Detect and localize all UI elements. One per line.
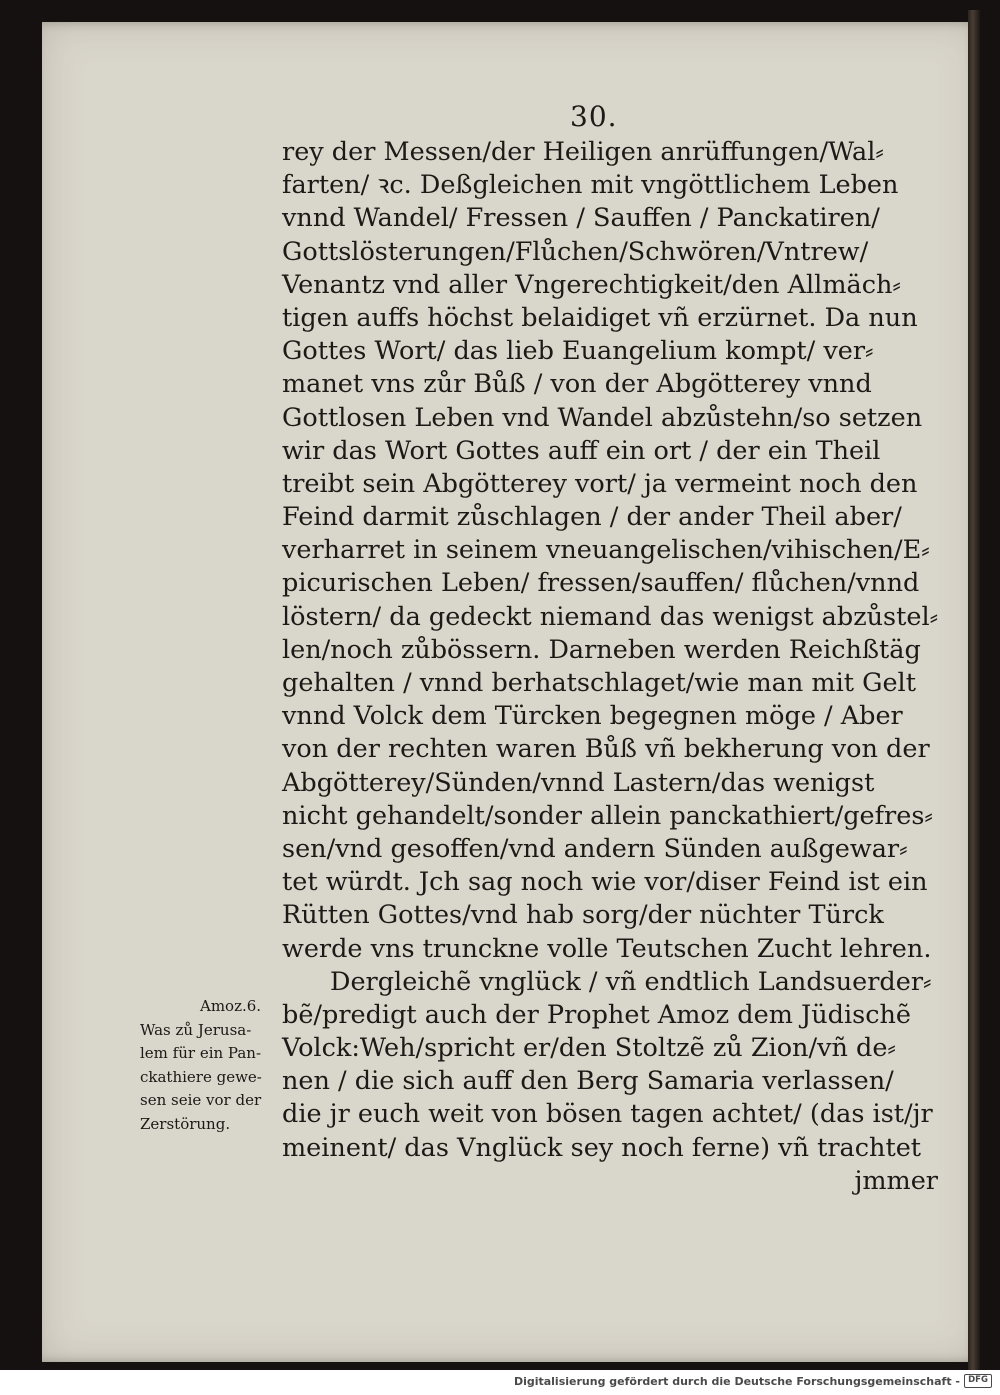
page-edge — [968, 10, 980, 1375]
text-line: wir das Wort Gottes auff ein ort / der ein Theil — [282, 435, 881, 466]
text-line: tigen auffs höchst belaidiget vñ erzürnet. Da nun — [282, 302, 918, 333]
text-line: Dergleichẽ vnglück / vñ endtlich Landsuerder⸗ — [330, 966, 932, 997]
dfg-logo-icon: DFG — [964, 1374, 992, 1388]
main-text-block — [282, 136, 942, 1198]
text-line: nen / die sich auff den Berg Samaria verlassen/ — [282, 1066, 894, 1097]
text-line: von der rechten waren Bůß vñ bekherung von der — [282, 734, 930, 765]
text-line: Feind darmit zůschlagen / der ander Theil aber/ — [282, 502, 902, 533]
text-line: gehalten / vnnd berhatschlaget/wie man mit Gelt — [282, 668, 916, 698]
text-line: Gottlosen Leben vnd Wandel abzůstehn/so setzen — [282, 402, 923, 433]
text-line: Gottes Wort/ das lieb Euangelium kompt/ ver⸗ — [282, 336, 874, 367]
text-line: rey der Messen/der Heiligen anrüffungen/Wal⸗ — [282, 137, 884, 167]
text-line: Gottslösterungen/Flůchen/Schwören/Vntrew/ — [282, 236, 869, 267]
text-line: löstern/ da gedeckt niemand das wenigst abzůstel⸗ — [282, 601, 939, 632]
marginal-reference: Amoz.6. — [200, 997, 262, 1015]
text-line: verharret in seinem vneuangelischen/vihischen/E⸗ — [282, 535, 930, 566]
text-line: Rütten Gottes/vnd hab sorg/der nüchter Türck — [282, 900, 884, 931]
marginal-note-line: lem für ein Pan- — [140, 1044, 262, 1062]
text-line: manet vns zůr Bůß / von der Abgötterey vnnd — [282, 369, 872, 400]
marginal-note-line: ckathiere gewe- — [140, 1067, 262, 1086]
text-line: Venantz vnd aller Vngerechtigkeit/den Allmäch⸗ — [282, 269, 901, 300]
catchword: jmmer — [854, 1165, 938, 1196]
text-line: Abgötterey/Sünden/vnnd Lastern/das wenigst — [282, 767, 875, 798]
text-line: vnnd Volck dem Türcken begegnen möge / Aber — [282, 701, 903, 732]
text-line: meinent/ das Vnglück sey noch ferne) vñ trachtet — [282, 1132, 922, 1163]
text-line: werde vns trunckne volle Teutschen Zucht lehren. — [282, 933, 932, 964]
marginal-note-line: sen seie vor der — [140, 1091, 262, 1109]
text-line: farten/ ꝛc. Deßgleichen mit vngöttlichem Leben — [282, 170, 899, 201]
marginal-note-line: Was zů Jerusa- — [140, 1020, 252, 1039]
marginal-note-line: Zerstörung. — [140, 1114, 231, 1133]
text-line: die jr euch weit von bösen tagen achtet/ (das ist/jr — [282, 1099, 933, 1130]
footer-credit: Digitalisierung gefördert durch die Deutsche Forschungsgemeinschaft - — [513, 1375, 960, 1388]
text-line: bẽ/predigt auch der Prophet Amoz dem Jüdischẽ — [282, 999, 911, 1030]
text-line: len/noch zůbössern. Darneben werden Reichßtäg — [282, 634, 921, 665]
text-line: Volck:Weh/spricht er/den Stoltzẽ zů Zion/vñ de⸗ — [282, 1033, 896, 1064]
text-line: treibt sein Abgötterey vort/ ja vermeint noch den — [282, 468, 918, 499]
marginal-note — [140, 995, 300, 1136]
text-line: vnnd Wandel/ Fressen / Sauffen / Panckatiren/ — [282, 203, 880, 234]
text-line: picurischen Leben/ fressen/sauffen/ flůchen/vnnd — [282, 568, 920, 599]
text-line: sen/vnd gesoffen/vnd andern Sünden außgewar⸗ — [282, 833, 908, 864]
text-line: tet würdt. Jch sag noch wie vor/diser Feind ist ein — [282, 867, 928, 898]
page-number: 30. — [570, 100, 618, 133]
text-line: nicht gehandelt/sonder allein panckathiert/gefres⸗ — [282, 800, 933, 831]
